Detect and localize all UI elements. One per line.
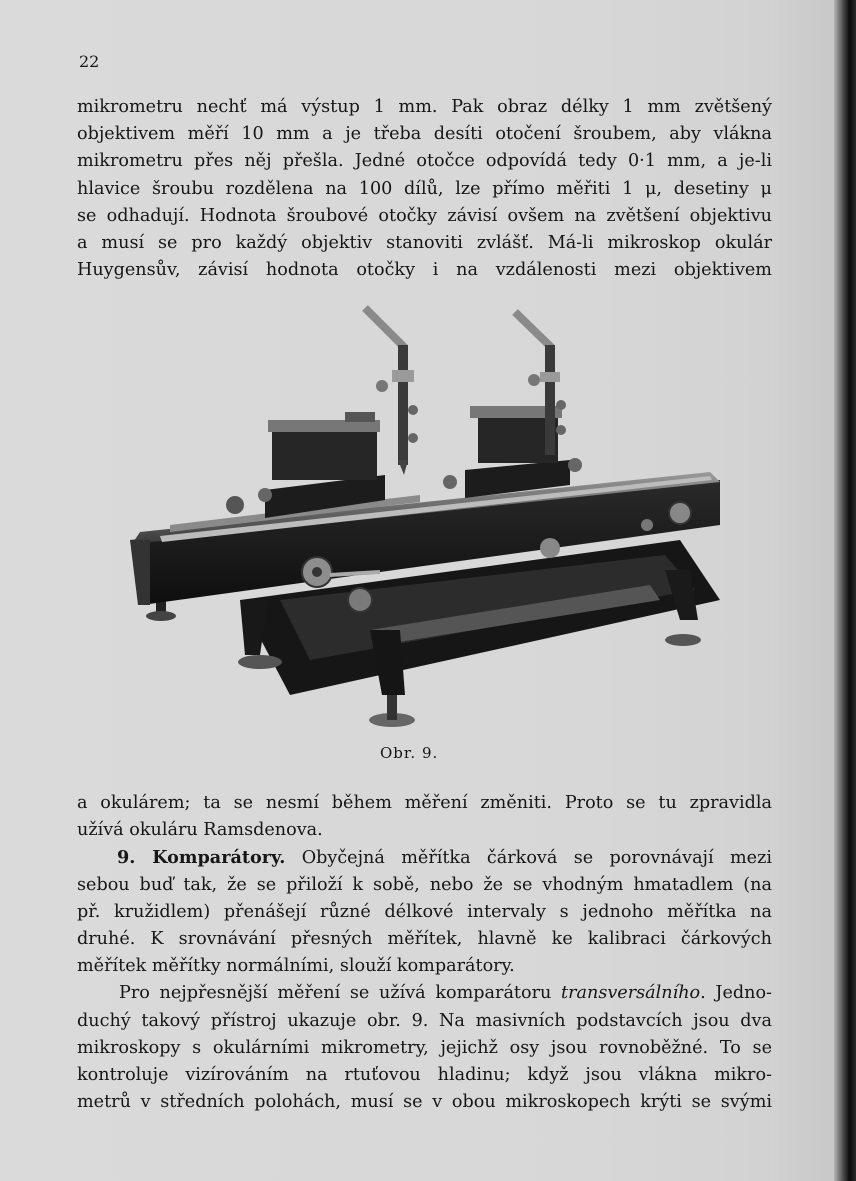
text-line: druhé. K srovnávání přesných měřítek, hlavně ke kalibraci čárkových bbox=[77, 928, 772, 949]
top-paragraph bbox=[77, 94, 772, 284]
section-line bbox=[77, 844, 772, 871]
comparator-illustration bbox=[120, 300, 730, 740]
text-line: sebou buď tak, že se přiloží k sobě, nebo že se vhodným hmatadlem (na bbox=[77, 874, 772, 895]
text-span: Pro nejpřesnější měření se užívá komparátoru bbox=[119, 983, 562, 1004]
text-line: užívá okuláru Ramsdenova. bbox=[77, 820, 323, 841]
text-line: se odhadují. Hodnota šroubové otočky závisí ovšem na zvětšení objektivu bbox=[77, 205, 772, 226]
bottom-paragraphs bbox=[77, 790, 772, 1116]
text-line: kontroluje vizírováním na rtuťovou hladinu; když jsou vlákna mikro- bbox=[77, 1064, 772, 1085]
text-line: Huygensův, závisí hodnota otočky i na vzdálenosti mezi objektivem bbox=[77, 260, 772, 281]
section-heading: 9. Komparátory. bbox=[117, 847, 286, 869]
figure-caption: Obr. 9. bbox=[380, 744, 439, 762]
text-line: a musí se pro každý objektiv stanoviti zvlášť. Má-li mikroskop okulár bbox=[77, 232, 772, 253]
text-line: měřítek měřítky normálními, slouží komparátory. bbox=[77, 956, 515, 977]
text-line: mikrometru přes něj přešla. Jedné otočce odpovídá tedy 0·1 mm, a je-li bbox=[77, 151, 772, 172]
text-line: mikrometru nechť má výstup 1 mm. Pak obraz délky 1 mm zvětšený bbox=[77, 97, 772, 117]
text-span: . Jedno- bbox=[700, 983, 773, 1004]
text-line: duchý takový přístroj ukazuje obr. 9. Na masivních podstavcích jsou dva bbox=[77, 1010, 772, 1031]
text-span: Obyčejná měřítka čárková se porovnávají mezi bbox=[285, 848, 772, 869]
text-line: metrů v středních polohách, musí se v obou mikroskopech krýti se svými bbox=[77, 1092, 772, 1113]
left-microscope bbox=[226, 308, 418, 518]
right-microscope bbox=[443, 312, 582, 498]
text-line: objektivem měří 10 mm a je třeba desíti otočení šroubem, aby vlákna bbox=[77, 124, 772, 145]
paragraph-line bbox=[77, 980, 772, 1007]
emphasis-text: transversálního bbox=[561, 983, 701, 1004]
text-line: hlavice šroubu rozdělena na 100 dílů, lze přímo měřiti 1 μ, desetiny μ bbox=[77, 178, 772, 199]
text-line: a okulárem; ta se nesmí během měření změniti. Proto se tu zpravidla bbox=[77, 793, 772, 813]
text-line: mikroskopy s okulárními mikrometry, jejichž osy jsou rovnoběžné. To se bbox=[77, 1037, 772, 1058]
page-binding-edge bbox=[834, 0, 856, 1181]
page-number: 22 bbox=[79, 52, 100, 71]
text-line: př. kružidlem) přenášejí různé délkové intervaly s jednoho měřítka na bbox=[77, 901, 772, 922]
